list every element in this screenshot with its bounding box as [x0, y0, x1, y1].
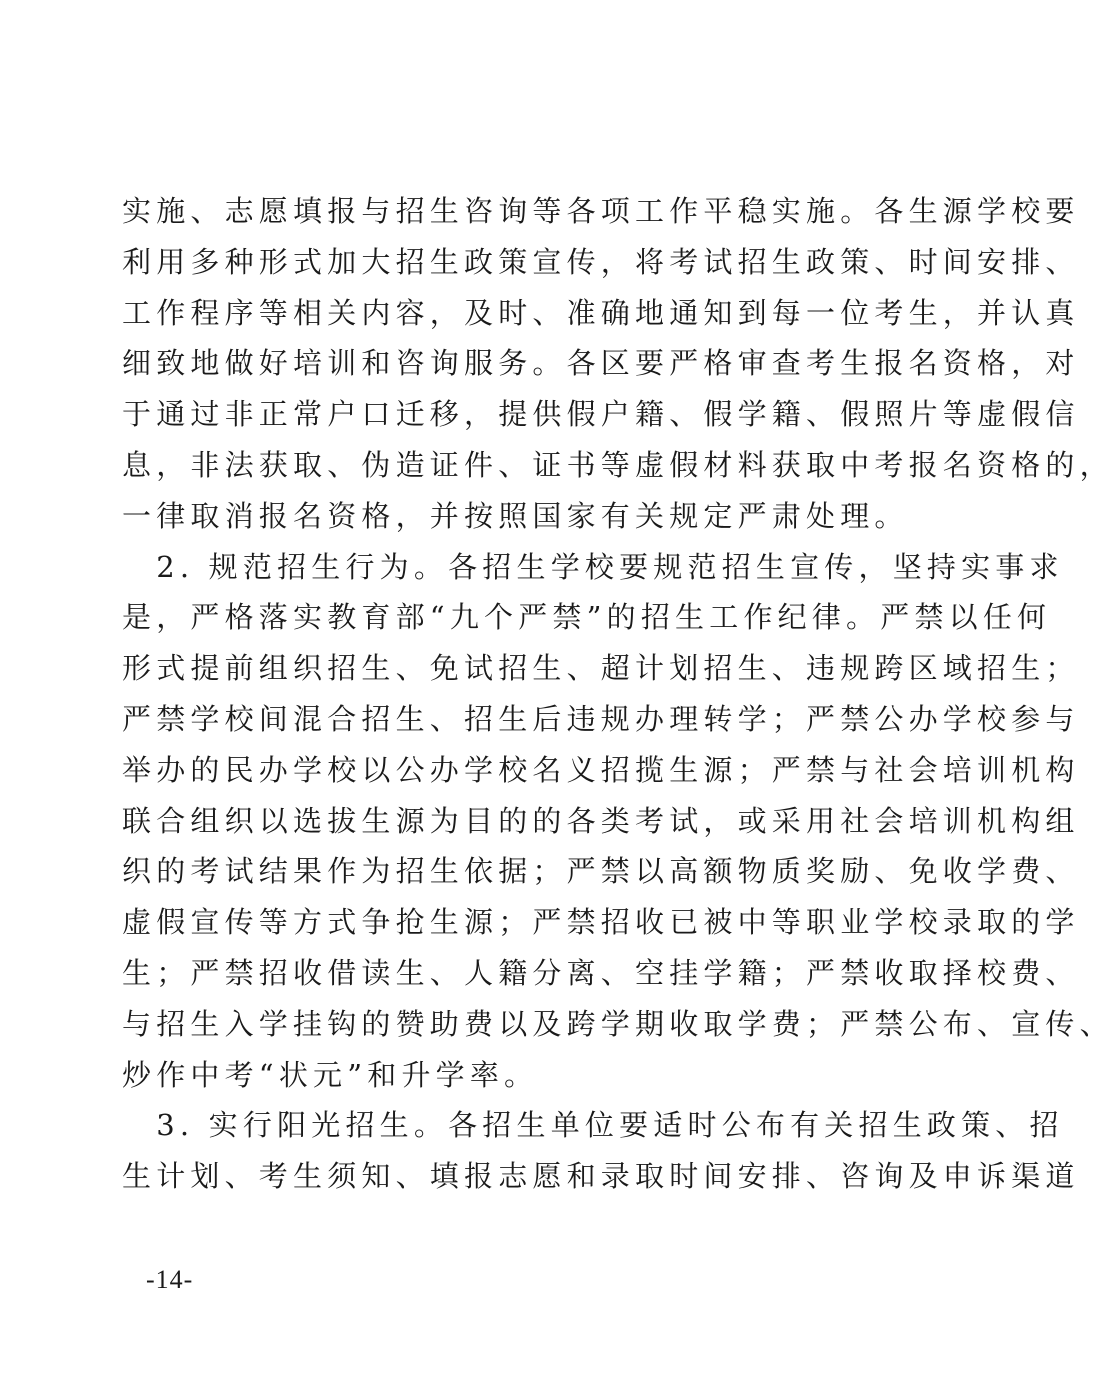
text-line: 炒作中考“状元”和升学率。: [122, 1057, 539, 1092]
text-line: 利用多种形式加大招生政策宣传，将考试招生政策、时间安排、: [122, 244, 1080, 279]
text-line: 生；严禁招收借读生、人籍分离、空挂学籍；严禁收取择校费、: [122, 955, 1080, 990]
text-line: 是，严格落实教育部“九个严禁”的招生工作纪律。严禁以任何: [122, 600, 1052, 635]
text-line: 息，非法获取、伪造证件、证书等虚假材料获取中考报名资格的，: [122, 447, 1114, 482]
text-line: 形式提前组织招生、免试招生、超计划招生、违规跨区域招生；: [122, 651, 1080, 686]
text-line: 实施、志愿填报与招生咨询等各项工作平稳实施。各生源学校要: [122, 194, 1080, 228]
text-line: 严禁学校间混合招生、招生后违规办理转学；严禁公办学校参与: [122, 701, 1080, 736]
body-text: [122, 186, 1114, 1202]
page-number: -14-: [146, 1265, 194, 1294]
text-line: 虚假宣传等方式争抢生源；严禁招收已被中等职业学校录取的学: [122, 905, 1080, 940]
text-line: 工作程序等相关内容，及时、准确地通知到每一位考生，并认真: [122, 295, 1080, 330]
text-line: 联合组织以选拔生源为目的的各类考试，或采用社会培训机构组: [122, 803, 1080, 838]
text-line: 生计划、考生须知、填报志愿和录取时间安排、咨询及申诉渠道: [122, 1159, 1080, 1194]
text-line: 织的考试结果作为招生依据；严禁以高额物质奖励、免收学费、: [122, 854, 1080, 889]
text-line: 与招生入学挂钩的赞助费以及跨学期收取学费；严禁公布、宣传、: [122, 1006, 1114, 1041]
text-line: 3. 实行阳光招生。各招生单位要适时公布有关招生政策、招: [122, 1108, 1064, 1143]
text-line: 于通过非正常户口迁移，提供假户籍、假学籍、假照片等虚假信: [122, 397, 1080, 432]
text-line: 一律取消报名资格，并按照国家有关规定严肃处理。: [122, 498, 909, 533]
text-line: 2. 规范招生行为。各招生学校要规范招生宣传，坚持实事求: [122, 549, 1064, 584]
text-line: 细致地做好培训和咨询服务。各区要严格审查考生报名资格，对: [122, 346, 1080, 381]
text-line: 举办的民办学校以公办学校名义招揽生源；严禁与社会培训机构: [122, 752, 1080, 787]
